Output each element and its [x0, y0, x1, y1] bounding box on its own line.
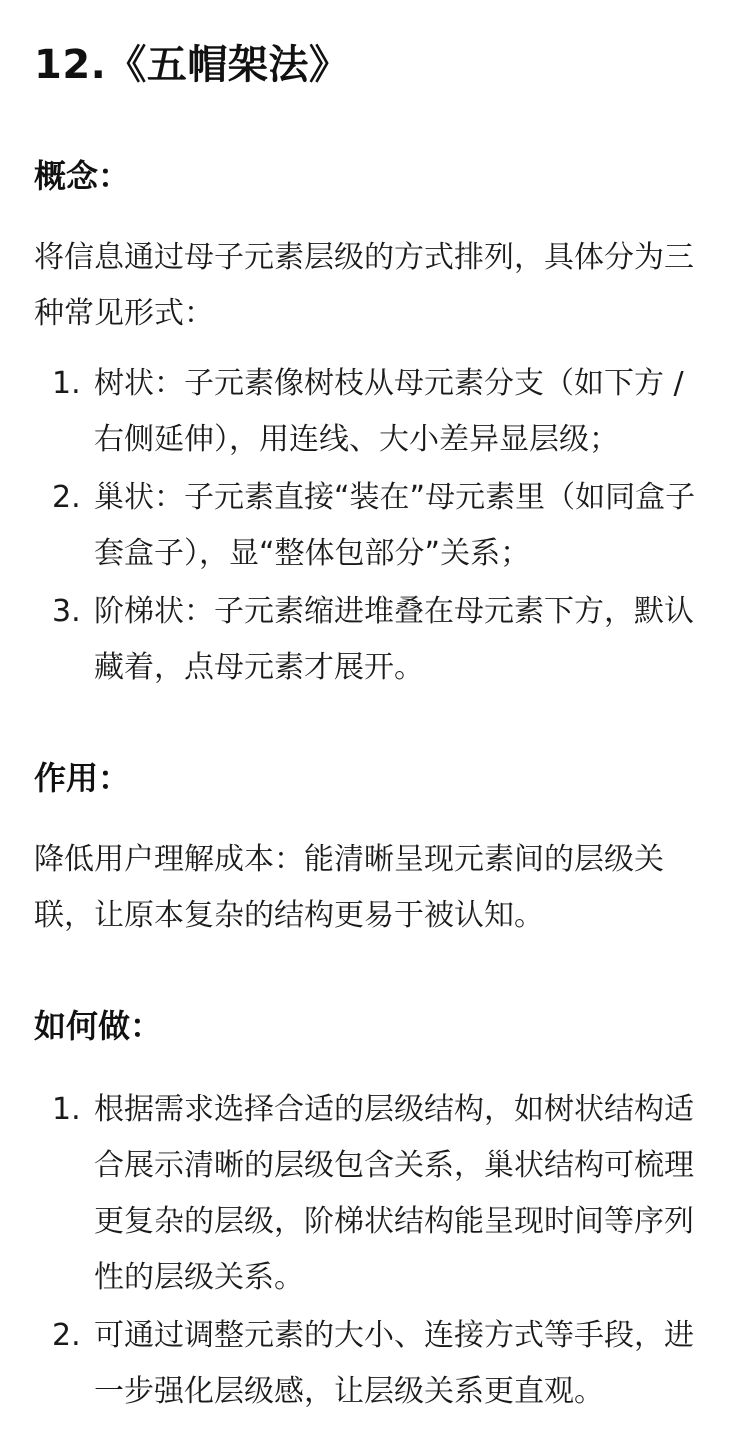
concept-list: [34, 356, 716, 698]
list-item-text: 阶梯状：子元素缩进堆叠在母元素下方，默认藏着，点母元素才展开。: [94, 594, 694, 685]
purpose-heading: 作用：: [34, 759, 131, 797]
list-item: [34, 1082, 716, 1306]
purpose-text: 降低用户理解成本：能清晰呈现元素间的层级关联，让原本复杂的结构更易于被认知。: [34, 842, 664, 933]
list-number: 3.: [52, 594, 81, 629]
list-item: [34, 584, 716, 696]
howto-heading: 如何做：: [34, 1007, 163, 1045]
howto-list: [34, 1082, 716, 1422]
list-item: [34, 356, 716, 468]
list-number: 1.: [52, 1092, 81, 1127]
list-number: 1.: [52, 366, 81, 401]
concept-heading: 概念：: [34, 157, 131, 195]
concept-intro: 将信息通过母子元素层级的方式排列，具体分为三种常见形式：: [34, 240, 694, 331]
list-number: 2.: [52, 1318, 81, 1353]
list-item: [34, 470, 716, 582]
list-item-text: 树状：子元素像树枝从母元素分支（如下方 / 右侧延伸），用连线、大小差异显层级；: [94, 366, 684, 457]
list-item-text: 根据需求选择合适的层级结构，如树状结构适合展示清晰的层级包含关系，巢状结构可梳理更复杂的层级，阶梯状结构能呈现时间等序列性的层级关系。: [94, 1092, 694, 1295]
list-item: [34, 1308, 716, 1420]
list-number: 2.: [52, 480, 81, 515]
page-title: 12.《五帽架法》: [34, 42, 350, 88]
list-item-text: 可通过调整元素的大小、连接方式等手段，进一步强化层级感，让层级关系更直观。: [94, 1318, 694, 1409]
list-item-text: 巢状：子元素直接“装在”母元素里（如同盒子套盒子），显“整体包部分”关系；: [94, 480, 696, 571]
